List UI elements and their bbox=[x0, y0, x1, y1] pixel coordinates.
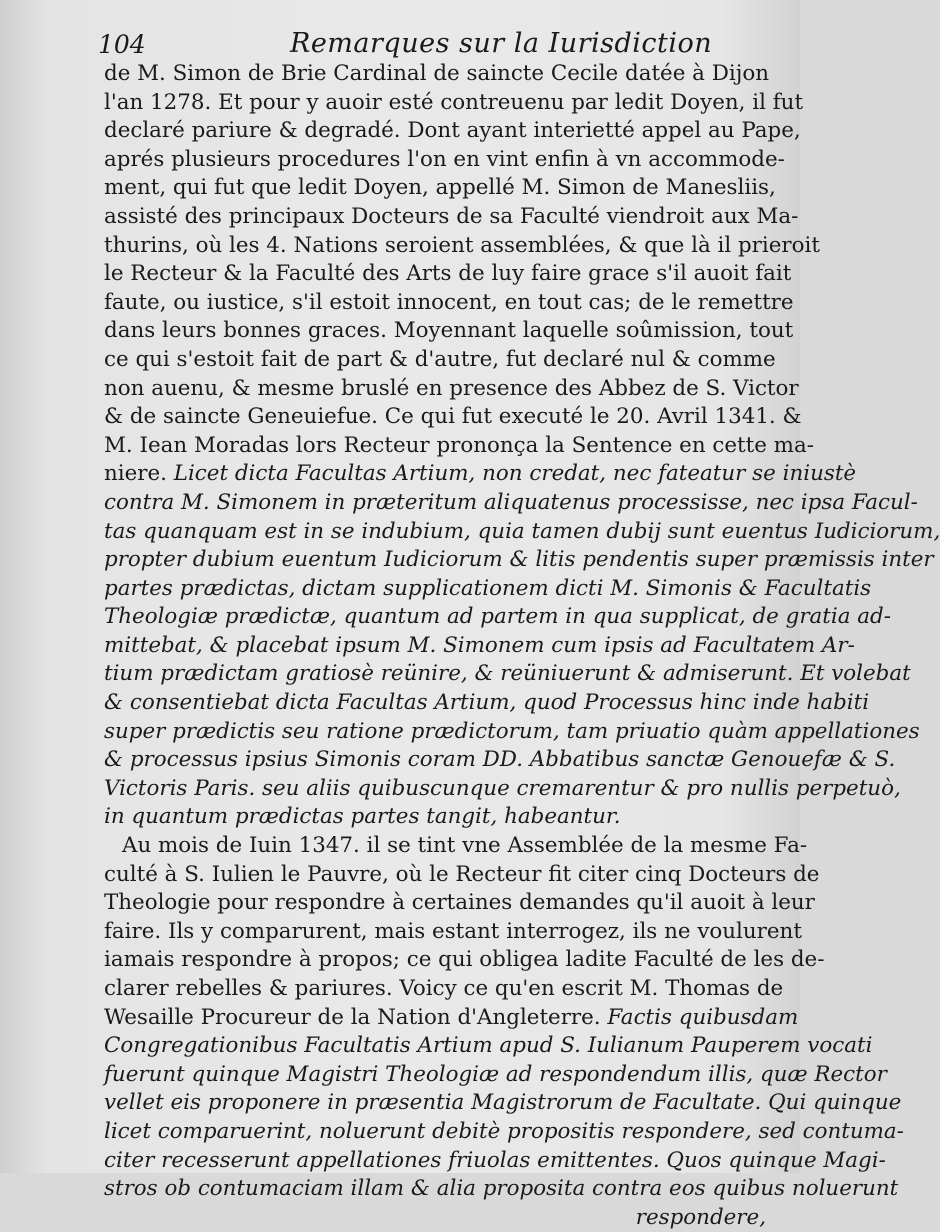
text-line: faute, ou iustice, s'il estoit innocent, en tout cas; de le remettre bbox=[104, 289, 794, 315]
text-line-roman: niere. bbox=[104, 461, 174, 487]
text-line: le Recteur & la Faculté des Arts de luy faire grace s'il auoit fait bbox=[104, 261, 792, 287]
text-line-roman: Wesaille Procureur de la Nation d'Angleterre. bbox=[104, 1004, 608, 1030]
text-line: tium prædictam gratiosè reünire, & reüniuerunt & admiserunt. Et volebat bbox=[104, 661, 911, 687]
page-number: 104 bbox=[98, 30, 146, 59]
text-line: culté à S. Iulien le Pauvre, où le Recteur fit citer cinq Docteurs de bbox=[104, 861, 820, 887]
text-line: ce qui s'estoit fait de part & d'autre, fut declaré nul & comme bbox=[104, 346, 776, 372]
text-line: stros ob contumaciam illam & alia proposita contra eos quibus noluerunt bbox=[104, 1176, 899, 1202]
text-line: declaré pariure & degradé. Dont ayant interietté appel au Pape, bbox=[104, 118, 801, 144]
text-line: Congregationibus Facultatis Artium apud S. Iulianum Pauperem vocati bbox=[104, 1033, 873, 1059]
text-line: Theologie pour respondre à certaines demandes qu'il auoit à leur bbox=[104, 890, 815, 916]
text-line bbox=[104, 1004, 799, 1033]
text-line: vellet eis proponere in præsentia Magistrorum de Facultate. Qui quinque bbox=[104, 1090, 902, 1116]
text-line: propter dubium euentum Iudiciorum & litis pendentis super præmissis inter bbox=[104, 547, 934, 573]
text-line: thurins, où les 4. Nations seroient assemblées, & que là il prieroit bbox=[104, 232, 820, 258]
text-line: de M. Simon de Brie Cardinal de saincte Cecile datée à Dijon bbox=[104, 61, 770, 86]
text-line: faire. Ils y comparurent, mais estant interrogez, ils ne voulurent bbox=[104, 918, 802, 944]
catchword: respondere, bbox=[635, 1204, 766, 1230]
text-line: non auenu, & mesme bruslé en presence des Abbez de S. Victor bbox=[104, 375, 799, 401]
text-line: tas quanquam est in se indubium, quia tamen dubij sunt euentus Iudiciorum, bbox=[104, 518, 940, 544]
text-line: Victoris Paris. seu aliis quibuscunque cremarentur & pro nullis perpetuò, bbox=[104, 775, 901, 801]
text-line-italic: Licet dicta Facultas Artium, non credat, nec fateatur se iniustè bbox=[173, 461, 857, 487]
text-line: ment, qui fut que ledit Doyen, appellé M. Simon de Manesliis, bbox=[104, 175, 776, 201]
text-line: contra M. Simonem in præteritum aliquatenus processisse, nec ipsa Facul- bbox=[104, 489, 918, 515]
text-line: aprés plusieurs procedures l'on en vint enfin à vn accommode- bbox=[104, 146, 785, 172]
text-line: M. Iean Moradas lors Recteur prononça la Sentence en cette ma- bbox=[104, 432, 814, 458]
text-line: & processus ipsius Simonis coram DD. Abbatibus sanctæ Genouefæ & S. bbox=[104, 747, 896, 773]
text-line: fuerunt quinque Magistri Theologiæ ad respondendum illis, quæ Rector bbox=[104, 1061, 887, 1087]
text-line: in quantum prædictas partes tangit, habeantur. bbox=[104, 804, 621, 830]
body-text bbox=[104, 60, 940, 1204]
text-line bbox=[104, 460, 857, 489]
text-line: & de saincte Geneuiefue. Ce qui fut executé le 20. Avril 1341. & bbox=[104, 404, 802, 430]
text-line: & consentiebat dicta Facultas Artium, quod Processus hinc inde habiti bbox=[104, 690, 870, 716]
running-title: Remarques sur la Iurisdiction bbox=[290, 28, 713, 59]
text-line: partes prædictas, dictam supplicationem dicti M. Simonis & Facultatis bbox=[104, 575, 872, 601]
text-line: l'an 1278. Et pour y auoir esté contreuenu par ledit Doyen, il fut bbox=[104, 89, 804, 115]
text-line: dans leurs bonnes graces. Moyennant laquelle soûmission, tout bbox=[104, 318, 794, 344]
text-line: Au mois de Iuin 1347. il se tint vne Assemblée de la mesme Fa- bbox=[122, 833, 808, 859]
text-line: clarer rebelles & pariures. Voicy ce qu'en escrit M. Thomas de bbox=[104, 976, 784, 1001]
text-line: assisté des principaux Docteurs de sa Faculté viendroit aux Ma- bbox=[104, 203, 799, 229]
text-line: mittebat, & placebat ipsum M. Simonem cum ipsis ad Facultatem Ar- bbox=[104, 632, 855, 658]
text-line: Theologiæ prædictæ, quantum ad partem in qua supplicat, de gratia ad- bbox=[104, 604, 891, 630]
text-line: licet comparuerint, noluerunt debitè propositis respondere, sed contuma- bbox=[104, 1118, 904, 1144]
text-line: citer recesserunt appellationes friuolas emittentes. Quos quinque Magi- bbox=[104, 1147, 886, 1173]
text-line: iamais respondre à propos; ce qui obligea ladite Faculté de les de- bbox=[104, 947, 825, 973]
text-line-italic: Factis quibusdam bbox=[607, 1004, 799, 1030]
page-header bbox=[98, 26, 770, 60]
text-line: super prædictis seu ratione prædictorum, tam priuatio quàm appellationes bbox=[104, 718, 920, 744]
